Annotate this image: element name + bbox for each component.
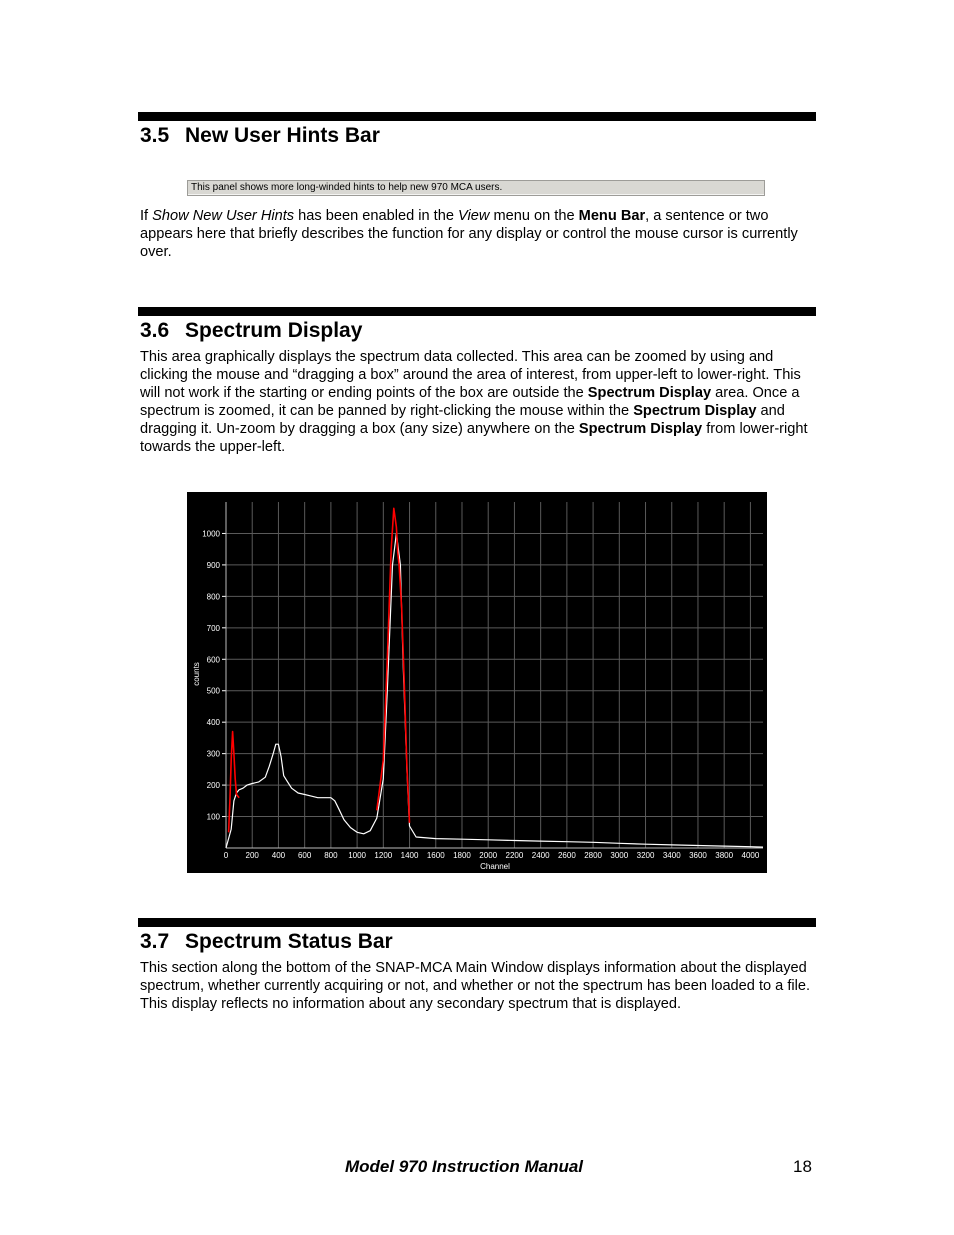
section-number: 3.6 <box>140 319 170 342</box>
section-heading <box>140 124 380 148</box>
x-tick-label: 1600 <box>426 851 445 860</box>
x-tick-label: 1000 <box>348 851 367 860</box>
text-run: area. Once a spectrum is zoomed, it can be panned by right-clicking the mouse within the <box>140 385 800 419</box>
x-tick-label: 2600 <box>557 851 576 860</box>
y-tick-label: 600 <box>206 655 220 665</box>
section-title: Spectrum Status Bar <box>185 930 393 953</box>
section-number: 3.5 <box>140 124 170 147</box>
emphasized-text: Spectrum Display <box>578 421 703 437</box>
x-tick-label: 1400 <box>400 851 419 860</box>
section-heading <box>140 319 362 343</box>
page-number: 18 <box>793 1157 812 1176</box>
x-tick-label: 2400 <box>531 851 550 860</box>
x-tick-label: 3200 <box>636 851 655 860</box>
text-run: This section along the bottom of the SNAP-MCA Main Window displays information about the displayed spectrum, whether currently acquiring or not, and whether or not the spectrum has been loaded to a file. This display reflects no information about any secondary spectrum that is displayed. <box>140 960 811 1012</box>
text-run: and dragging it. Un-zoom by dragging a box (any size) anywhere on the <box>140 403 785 437</box>
y-tick-label: 400 <box>206 718 220 728</box>
x-tick-label: 400 <box>271 851 286 860</box>
x-tick-label: 800 <box>324 851 338 860</box>
x-tick-label: 3000 <box>610 851 629 860</box>
x-tick-label: 3400 <box>662 851 681 860</box>
y-tick-label: 200 <box>206 781 220 791</box>
x-tick-label: 200 <box>245 851 259 860</box>
footer-title: Model 970 Instruction Manual <box>345 1157 584 1176</box>
emphasized-text: Show New User Hints <box>152 208 295 224</box>
section-title: New User Hints Bar <box>185 124 380 147</box>
emphasized-text: Menu Bar <box>578 208 646 224</box>
x-axis-label: Channel <box>480 862 510 871</box>
x-tick-label: 600 <box>297 851 312 860</box>
y-tick-label: 900 <box>206 560 220 570</box>
emphasized-text: Spectrum Display <box>587 385 712 401</box>
section-rule <box>138 112 816 121</box>
x-tick-label: 4000 <box>741 851 760 860</box>
x-tick-label: 1800 <box>453 851 471 860</box>
section-paragraph <box>140 959 816 1013</box>
y-axis-label: counts <box>192 662 201 686</box>
y-tick-label: 800 <box>206 592 220 602</box>
emphasized-text: View <box>458 208 490 224</box>
y-tick-label: 300 <box>206 749 220 759</box>
x-tick-label: 3600 <box>689 851 707 860</box>
section-heading <box>140 930 393 954</box>
text-run: has been enabled in the <box>294 208 459 224</box>
new-user-hints-panel: This panel shows more long-winded hints to help new 970 MCA users. <box>187 180 765 196</box>
text-run: This area graphically displays the spectrum data collected. This area can be zoomed by using and clicking the mouse and “dragging a box” around the area of interest, from upper-left to lower-right. This will not work if the starting or ending points of the box are outside the <box>140 349 801 401</box>
x-tick-label: 1200 <box>374 851 393 860</box>
section-paragraph <box>140 348 816 456</box>
emphasized-text: Spectrum Display <box>633 403 757 419</box>
section-paragraph <box>140 207 816 261</box>
section-rule <box>138 918 816 927</box>
y-tick-label: 1000 <box>202 529 220 539</box>
section-rule <box>138 307 816 316</box>
section-title: Spectrum Display <box>185 319 363 342</box>
x-tick-label: 2000 <box>479 851 498 860</box>
x-tick-label: 0 <box>223 851 229 860</box>
y-tick-label: 100 <box>206 812 220 822</box>
x-tick-label: 2800 <box>584 851 602 860</box>
spectrum-display[interactable] <box>187 492 767 873</box>
plot-background <box>187 492 767 873</box>
text-run: If <box>140 208 153 224</box>
text-run: , a sentence or two appears here that briefly describes the function for any display or control the mouse cursor is currently over. <box>140 208 798 260</box>
text-run: menu on the <box>489 208 579 224</box>
x-tick-label: 3800 <box>715 851 734 860</box>
text-run: from lower-right towards the upper-left. <box>140 421 808 455</box>
section-number: 3.7 <box>140 930 170 953</box>
y-tick-label: 700 <box>206 623 220 633</box>
y-tick-label: 500 <box>206 686 220 696</box>
x-tick-label: 2200 <box>505 851 524 860</box>
